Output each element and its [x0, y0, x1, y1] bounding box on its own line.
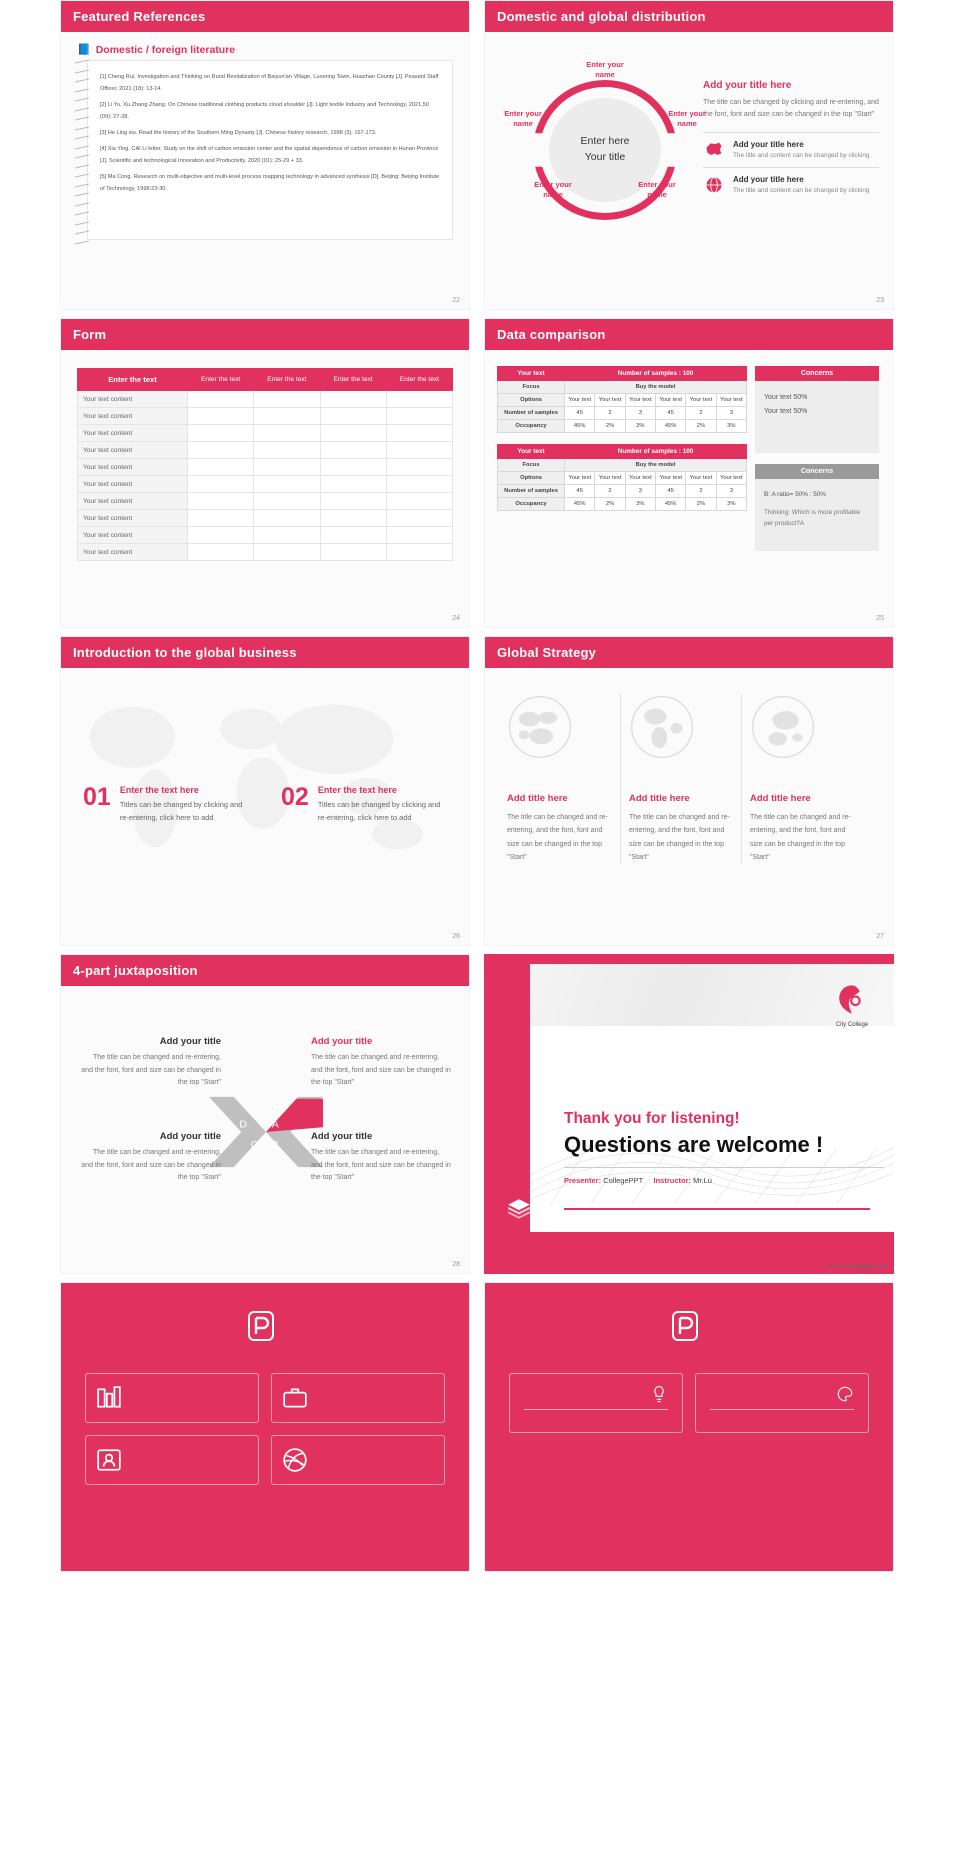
comparison-table-2: [497, 444, 747, 511]
quadrant-title: Add your title: [159, 1131, 221, 1142]
collegeppt-logo-icon: [672, 1311, 698, 1341]
comparison-layout: [485, 350, 893, 551]
cell: 45: [656, 407, 686, 420]
slide-title: Data comparison: [485, 319, 893, 350]
strategy-column: [741, 694, 862, 864]
comparison-tables: [497, 366, 747, 551]
slide-title: Domestic and global distribution: [485, 1, 893, 32]
column-header: Enter the text: [386, 369, 452, 391]
page-number: 25: [876, 615, 884, 622]
item-title: Enter the text here: [119, 785, 199, 795]
tutorial-card: [695, 1373, 869, 1433]
petal-label: Enter your name: [638, 180, 676, 200]
cell: 3%: [716, 498, 746, 511]
thank-you-frame: [484, 954, 894, 1274]
cell: [386, 391, 452, 408]
row-label: Your text content: [78, 544, 188, 561]
cell: 45%: [656, 420, 686, 433]
cell: [188, 476, 254, 493]
slide-template-tutorial: [484, 1282, 894, 1572]
cell: [254, 476, 320, 493]
quadrant-title: Add your title: [311, 1036, 373, 1047]
focus-value: Buy the model: [565, 381, 747, 394]
instruction-cards: [61, 1351, 469, 1485]
column-desc: The title can be changed and re-entering, and the font, font and size can be changed in the top "Start": [629, 814, 730, 861]
cell: Your text: [595, 472, 625, 485]
row-label: Occupancy: [498, 420, 565, 433]
cell: [254, 544, 320, 561]
cell: Your text: [595, 394, 625, 407]
quadrant-desc: The title can be changed and re-entering, and the font, font and size can be changed in the top "Start": [81, 1149, 221, 1182]
slide-title: Form: [61, 319, 469, 350]
concerns-box-1: [755, 366, 879, 453]
cell: [320, 476, 386, 493]
row-label: Your text content: [78, 408, 188, 425]
cell: [188, 442, 254, 459]
slide-title: Featured References: [61, 1, 469, 32]
cell: [254, 391, 320, 408]
tutorial-card: [509, 1373, 683, 1433]
thank-you-card: [530, 964, 894, 1232]
layers-icon: [506, 1196, 532, 1222]
content-title: Add your title here: [703, 80, 792, 91]
comparison-table-1: [497, 366, 747, 433]
slide-global-strategy: [484, 636, 894, 946]
quadrant-top-right: [311, 1036, 451, 1090]
item-desc: The title and content can be changed by clicking: [733, 151, 870, 159]
section-heading-label: Domestic / foreign literature: [95, 43, 236, 56]
cell: [254, 459, 320, 476]
quadrant-title: Add your title: [311, 1131, 373, 1142]
concerns-column: [755, 366, 879, 551]
row-label: Number of samples: [498, 485, 565, 498]
right-content-column: [703, 80, 879, 202]
slide-four-part-juxtaposition: [60, 954, 470, 1274]
svg-text:A: A: [271, 1119, 279, 1131]
table-header-row: [498, 367, 747, 381]
table-title: Your text: [498, 367, 565, 381]
table-row: [78, 408, 453, 425]
table-row: [78, 391, 453, 408]
business-item: [281, 785, 451, 824]
tutorial-columns: [485, 1351, 893, 1433]
table-subtitle: Number of samples : 100: [565, 367, 747, 381]
cell: 2%: [686, 498, 716, 511]
row-label: Number of samples: [498, 407, 565, 420]
quadrant-desc: The title can be changed and re-entering, and the font, font and size can be changed in the top "Start": [311, 1149, 451, 1182]
instruction-card: [85, 1373, 259, 1423]
concerns-box-2: [755, 464, 879, 551]
cell: 45: [565, 485, 595, 498]
item-desc: Titles can be changed by clicking and re-entering, click here to add: [317, 800, 441, 822]
cell: [386, 459, 452, 476]
cell: [386, 510, 452, 527]
bulb-icon: [650, 1385, 668, 1403]
table-row: [78, 425, 453, 442]
cell: [386, 476, 452, 493]
cell: Your text: [686, 394, 716, 407]
briefcase-icon: [282, 1385, 308, 1411]
cell: 3%: [625, 420, 655, 433]
brand-row: [485, 1311, 893, 1341]
focus-value: Buy the model: [565, 459, 747, 472]
city-college-logo-icon: [834, 982, 870, 1016]
cell: Your text: [565, 394, 595, 407]
cell: [254, 493, 320, 510]
cell: 45%: [565, 420, 595, 433]
cell: [188, 510, 254, 527]
cell: [386, 442, 452, 459]
tutorial-header: [710, 1385, 854, 1410]
item-title: Enter the text here: [317, 785, 397, 795]
logo: [834, 982, 870, 1028]
cell: [386, 425, 452, 442]
svg-text:D: D: [239, 1119, 247, 1131]
page-number: 22: [452, 297, 460, 304]
spiral-binding-icon: [75, 59, 89, 249]
box-body: [755, 479, 879, 551]
cell: Your text: [656, 394, 686, 407]
cell: [188, 527, 254, 544]
item-number: 02: [281, 783, 309, 811]
quadrant-title: Add your title: [159, 1036, 221, 1047]
table-row: [498, 498, 747, 511]
quadrant-desc: The title can be changed and re-entering, and the font, font and size can be changed in the top "Start": [311, 1054, 451, 1087]
column-title: Add title here: [750, 793, 811, 804]
instruction-card: [85, 1435, 259, 1485]
table-title: Your text: [498, 445, 565, 459]
cell: [188, 391, 254, 408]
list-item: [703, 167, 879, 202]
cell: 45%: [565, 498, 595, 511]
tutorial-header: [524, 1385, 668, 1410]
palette-icon: [836, 1385, 854, 1403]
slide-title: 4-part juxtaposition: [61, 955, 469, 986]
china-map-icon: [703, 140, 725, 160]
cell: 3: [625, 485, 655, 498]
cell: [320, 391, 386, 408]
row-label: Your text content: [78, 493, 188, 510]
cell: 3%: [716, 420, 746, 433]
reference-item: [4] Xia Ying, CAI Li letter. Study on the shift of carbon emission center and the spatial dependence of carbon emission in Hunan Province [J]. Scientific and technological Innovation and Productivity, 2020 (01): 25-29 + 33.: [100, 146, 439, 165]
svg-text:B: B: [271, 1140, 279, 1152]
cell: [320, 408, 386, 425]
table-row: [78, 544, 453, 561]
slide-title: Global Strategy: [485, 637, 893, 668]
business-item: [83, 785, 253, 824]
questions-heading: Questions are welcome !: [564, 1132, 824, 1157]
row-label: Your text content: [78, 459, 188, 476]
cell: Your text: [565, 472, 595, 485]
strategy-column: [499, 694, 620, 864]
list-item: [703, 132, 879, 167]
quadrant-bottom-right: [311, 1131, 451, 1185]
slide-data-comparison: [484, 318, 894, 628]
cell: [254, 527, 320, 544]
reference-item: [2] Li Yu, Xu Zhang Zhang. On Chinese traditional clothing products cloud shoulder [J]. Light textile Industry and Technology, 2021,50 (09): 27-28.: [100, 102, 429, 121]
slide-title: Introduction to the global business: [61, 637, 469, 668]
table-row: [498, 485, 747, 498]
page-number: 23: [876, 297, 884, 304]
reference-list: [87, 60, 453, 240]
instructor-label: Instructor:: [653, 1176, 692, 1185]
cell: 2%: [595, 420, 625, 433]
circle-diagram: [485, 32, 893, 282]
presenter-name: CollegePPT: [603, 1176, 644, 1185]
x-shape-graphic: [209, 1089, 323, 1175]
row-label: Your text content: [78, 527, 188, 544]
globe-icon: [629, 694, 695, 760]
strategy-columns: [485, 668, 893, 864]
cell: 2%: [686, 420, 716, 433]
book-icon: 📘: [77, 44, 91, 56]
box-line: Thinking: Which is more profitable per product?A: [764, 508, 861, 528]
cell: Your text: [716, 472, 746, 485]
brand-block: [485, 1283, 893, 1341]
reference-item: [1] Cheng Rui. Investigation and Thinking on Rural Revitalization of Baiyun'an Village, Luoering Town, Huashan County [J]. Peasant Staff Officer, 2021 (18): 13-14.: [100, 74, 439, 93]
cell: [386, 544, 452, 561]
thanks-heading: Thank you for listening!: [564, 1110, 740, 1127]
row-label: Your text content: [78, 476, 188, 493]
row-label: Options: [498, 472, 565, 485]
globe-icon: [507, 694, 573, 760]
cell: 2%: [595, 498, 625, 511]
globe-icon: [703, 175, 725, 195]
instruction-card: [271, 1373, 445, 1423]
row-label: Your text content: [78, 391, 188, 408]
website-url: www.collegeppt.com: [828, 1263, 888, 1270]
item-title: Add your title here: [733, 139, 804, 149]
cell: 2: [686, 407, 716, 420]
svg-text:C: C: [250, 1140, 259, 1152]
quadrant-top-left: [81, 1036, 221, 1090]
page-number: 24: [452, 615, 460, 622]
box-header: Concerns: [755, 366, 879, 381]
table-row: [498, 420, 747, 433]
column-header: Enter the text: [78, 369, 188, 391]
cell: [254, 408, 320, 425]
presenter-label: Presenter:: [564, 1176, 602, 1185]
brand-row: [61, 1311, 469, 1341]
column-header: Enter the text: [188, 369, 254, 391]
cell: 2: [595, 485, 625, 498]
cell: 3: [625, 407, 655, 420]
cell: [188, 425, 254, 442]
row-label: Your text content: [78, 425, 188, 442]
item-title: Add your title here: [733, 174, 804, 184]
column-desc: The title can be changed and re-entering, and the font, font and size can be changed in the top "Start": [507, 814, 608, 861]
cell: 2: [595, 407, 625, 420]
globe-icon: [750, 694, 816, 760]
logo-name: City College: [835, 1022, 869, 1028]
cell: [320, 493, 386, 510]
cell: [188, 459, 254, 476]
column-header: Enter the text: [254, 369, 320, 391]
table-header-row: [498, 445, 747, 459]
quadrant-desc: The title can be changed and re-entering, and the font, font and size can be changed in the top "Start": [81, 1054, 221, 1087]
table-row: [498, 381, 747, 394]
cell: [386, 408, 452, 425]
cell: Your text: [625, 394, 655, 407]
focus-label: Focus: [498, 459, 565, 472]
teacher-icon: [96, 1447, 122, 1473]
cell: Your text: [686, 472, 716, 485]
world-map-graphic: [61, 663, 469, 893]
cell: [254, 510, 320, 527]
table-subtitle: Number of samples : 100: [565, 445, 747, 459]
tutorial-column: [706, 1385, 858, 1410]
focus-label: Focus: [498, 381, 565, 394]
cell: Your text: [625, 472, 655, 485]
column-header: Enter the text: [320, 369, 386, 391]
item-desc: The title and content can be changed by clicking: [733, 186, 870, 194]
cell: [188, 408, 254, 425]
cell: [188, 544, 254, 561]
chart-icon: [96, 1385, 122, 1411]
cell: [320, 544, 386, 561]
cell: [254, 425, 320, 442]
column-desc: The title can be changed and re-entering, and the font, font and size can be changed in the top "Start": [750, 814, 851, 861]
data-table: [77, 368, 453, 561]
reference-item: [3] He Ling xiu. Read the history of the Southern Ming Dynasty [J]. Chinese history research, 1998 (3): 167-173.: [100, 130, 377, 137]
dribbble-icon: [282, 1447, 308, 1473]
cell: [386, 493, 452, 510]
cell: Your text: [716, 394, 746, 407]
business-items: [83, 785, 451, 824]
table-row: [78, 510, 453, 527]
center-line-1: Enter here: [580, 135, 630, 148]
table-row: [78, 442, 453, 459]
petal-label: Enter your name: [504, 109, 542, 129]
box-header: Concerns: [755, 464, 879, 479]
cell: 3: [716, 485, 746, 498]
petal-label: Enter your name: [534, 180, 572, 200]
table-row: [498, 459, 747, 472]
slide-thank-you: [484, 954, 894, 1274]
table-row: [78, 459, 453, 476]
table-row: [498, 472, 747, 485]
cell: [320, 425, 386, 442]
reference-item: [5] Ma Cong. Research on multi-objective and multi-level process mapping technology in advanced synthesis [D]. Beijing: Beijing Institute of Technology, 1998:23-30.: [100, 174, 440, 193]
cell: [188, 493, 254, 510]
box-line: B: A ratio= 50% : 50%: [764, 491, 826, 498]
cell: 45: [565, 407, 595, 420]
slide-global-business: [60, 636, 470, 946]
table-row: [78, 476, 453, 493]
bottom-accent-line: [564, 1208, 870, 1210]
table-row: [78, 527, 453, 544]
cell: 3%: [625, 498, 655, 511]
item-desc: Titles can be changed by clicking and re-entering, click here to add: [119, 800, 243, 822]
cell: [320, 459, 386, 476]
slide-domestic-global-distribution: [484, 0, 894, 310]
row-label: Your text content: [78, 442, 188, 459]
presenter-info: [564, 1176, 712, 1185]
box-body: [755, 381, 879, 453]
cell: [320, 527, 386, 544]
content-description: The title can be changed by clicking and re-entering, and the font, font and size can be changed in the top "Start": [703, 99, 879, 119]
cell: [386, 527, 452, 544]
row-label: Options: [498, 394, 565, 407]
petal-label: Enter your name: [668, 109, 706, 129]
slide-featured-references: [60, 0, 470, 310]
instruction-card: [271, 1435, 445, 1485]
page-number: 28: [452, 1261, 460, 1268]
collegeppt-logo-icon: [248, 1311, 274, 1341]
item-number: 01: [83, 783, 111, 811]
tutorial-column: [520, 1385, 672, 1410]
cell: [320, 442, 386, 459]
cell: 45%: [656, 498, 686, 511]
quadrant-bottom-left: [81, 1131, 221, 1185]
row-label: Occupancy: [498, 498, 565, 511]
box-line: Your text 50%: [764, 408, 808, 415]
table-row: [498, 407, 747, 420]
instructor-name: Mr.Lu: [693, 1176, 712, 1185]
strategy-column: [620, 694, 741, 864]
quadrant-layout: [61, 986, 469, 1236]
cell: Your text: [656, 472, 686, 485]
cell: [320, 510, 386, 527]
table-row: [498, 394, 747, 407]
table-header-row: [78, 369, 453, 391]
petal-label: Enter your name: [586, 60, 624, 80]
cell: 45: [656, 485, 686, 498]
table-row: [78, 493, 453, 510]
page-number: 26: [452, 933, 460, 940]
row-label: Your text content: [78, 510, 188, 527]
page-number: 27: [876, 933, 884, 940]
cell: [254, 442, 320, 459]
column-title: Add title here: [629, 793, 690, 804]
center-line-2: Your title: [584, 151, 626, 163]
slide-template-instructions: [60, 1282, 470, 1572]
divider: [564, 1167, 884, 1168]
box-line: Your text 50%: [764, 394, 808, 401]
cell: 2: [686, 485, 716, 498]
cell: 3: [716, 407, 746, 420]
section-heading: [77, 43, 469, 56]
brand-block: [61, 1283, 469, 1341]
column-title: Add title here: [507, 793, 568, 804]
slide-form: [60, 318, 470, 628]
